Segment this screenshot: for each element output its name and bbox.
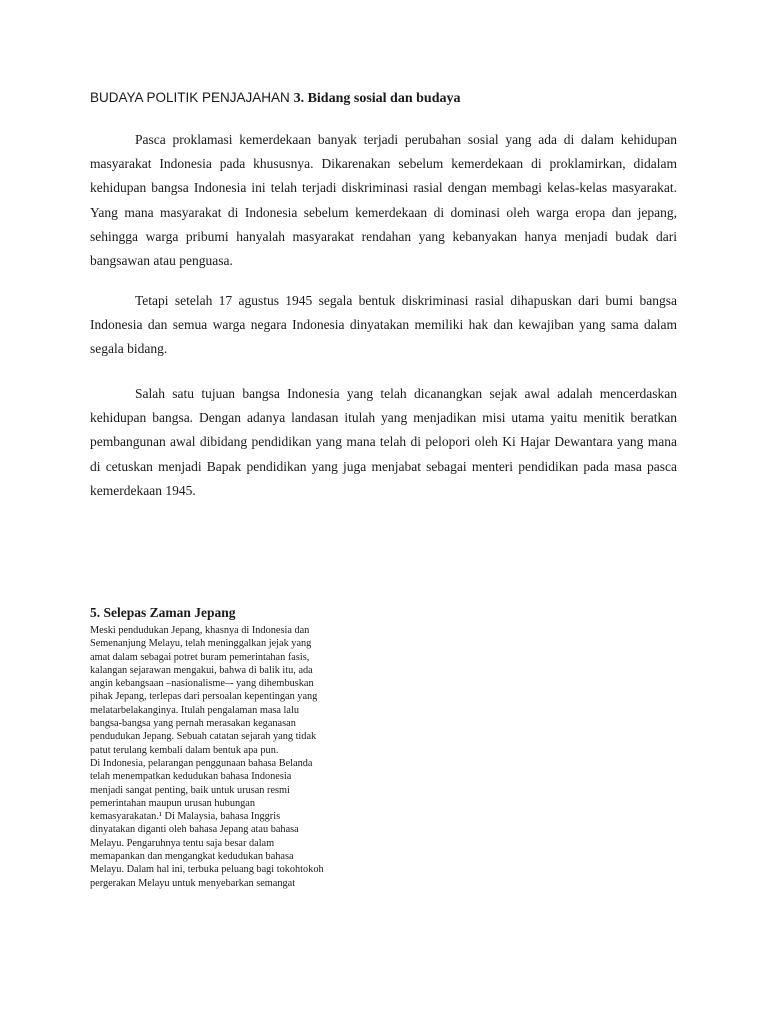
body-line: menjadi sangat penting, baik untuk urusan resmi bbox=[90, 784, 290, 796]
body-line: kalangan sejarawan mengakui, bahwa di balik itu, ada bbox=[90, 664, 313, 676]
section-title: 5. Selepas Zaman Jepang bbox=[90, 605, 236, 620]
body-line: telah menempatkan kedudukan bahasa Indonesia bbox=[90, 771, 292, 783]
body-line: Di Indonesia, pelarangan penggunaan bahasa Belanda bbox=[90, 757, 313, 769]
body-line: Melayu. Pengaruhnya tentu saja besar dalam bbox=[90, 837, 275, 849]
body-line: amat dalam sebagai potret buram pemerintahan fasis, bbox=[90, 651, 310, 663]
heading-prefix: BUDAYA POLITIK PENJAJAHAN bbox=[90, 90, 290, 105]
body-line: Meski pendudukan Jepang, khasnya di Indonesia dan bbox=[90, 625, 310, 636]
page-heading bbox=[90, 90, 690, 107]
body-line: pergerakan Melayu untuk menyebarkan semangat bbox=[90, 877, 296, 889]
body-line: Melayu. Dalam hal ini, terbuka peluang bagi tokohtokoh bbox=[90, 864, 324, 876]
body-line: dinyatakan diganti oleh bahasa Jepang atau bahasa bbox=[90, 824, 299, 836]
body-line: pihak Jepang, terlepas dari persoalan kepentingan yang bbox=[90, 691, 318, 703]
body-line: pendudukan Jepang. Sebuah catatan sejarah yang tidak bbox=[90, 731, 317, 743]
body-line: pemerintahan maupun urusan hubungan bbox=[90, 797, 255, 809]
section-body bbox=[90, 624, 380, 890]
body-line: memapankan dan mengangkat kedudukan bahasa bbox=[90, 851, 294, 863]
paragraph-3: Salah satu tujuan bangsa Indonesia yang telah dicanangkan sejak awal adalah mencerdaskan kehidupan bangsa. Dengan adanya landasan itulah yang menjadikan misi utama yaitu menitik beratkan pembangunan awal dibidang pendidikan yang mana telah di pelopori oleh Ki Hajar Dewantara yang mana di cetuskan menjadi Bapak pendidikan yang juga menjabat sebagai menteri pendidikan pada masa pasca kemerdekaan 1945. bbox=[90, 386, 677, 498]
heading-section-title: 3. Bidang sosial dan budaya bbox=[293, 91, 461, 106]
body-line: angin kebangsaan –nasionalisme–- yang dihembuskan bbox=[90, 678, 314, 690]
paragraph-2: Tetapi setelah 17 agustus 1945 segala bentuk diskriminasi rasial dihapuskan dari bumi bangsa Indonesia dan semua warga negara Indonesia dinyatakan memiliki hak dan kewajiban yang sama dalam segala bidang. bbox=[90, 293, 677, 357]
body-line: melatarbelakanginya. Itulah pengalaman masa lalu bbox=[90, 704, 299, 716]
body-line: Semenanjung Melayu, telah meninggalkan jejak yang bbox=[90, 638, 312, 650]
body-line: patut terulang kembali dalam bentuk apa pun. bbox=[90, 744, 279, 756]
paragraph-1: Pasca proklamasi kemerdekaan banyak terjadi perubahan sosial yang ada di dalam kehidupan masyarakat Indonesia pada khususnya. Dikarenakan sebelum kemerdekaan di proklamirkan, didalam kehidupan bangsa Indonesia ini telah terjadi diskriminasi rasial dengan membagi kelas-kelas masyarakat. Yang mana masyarakat di Indonesia sebelum kemerdekaan di dominasi oleh warga eropa dan jepang, sehingga warga pribumi hanyalah masyarakat rendahan yang kebanyakan hanya menjadi budak dari bangsawan atau penguasa. bbox=[90, 132, 677, 269]
body-line: kemasyarakatan.¹ Di Malaysia, bahasa Inggris bbox=[90, 811, 281, 823]
body-line: bangsa-bangsa yang pernah merasakan keganasan bbox=[90, 718, 296, 730]
